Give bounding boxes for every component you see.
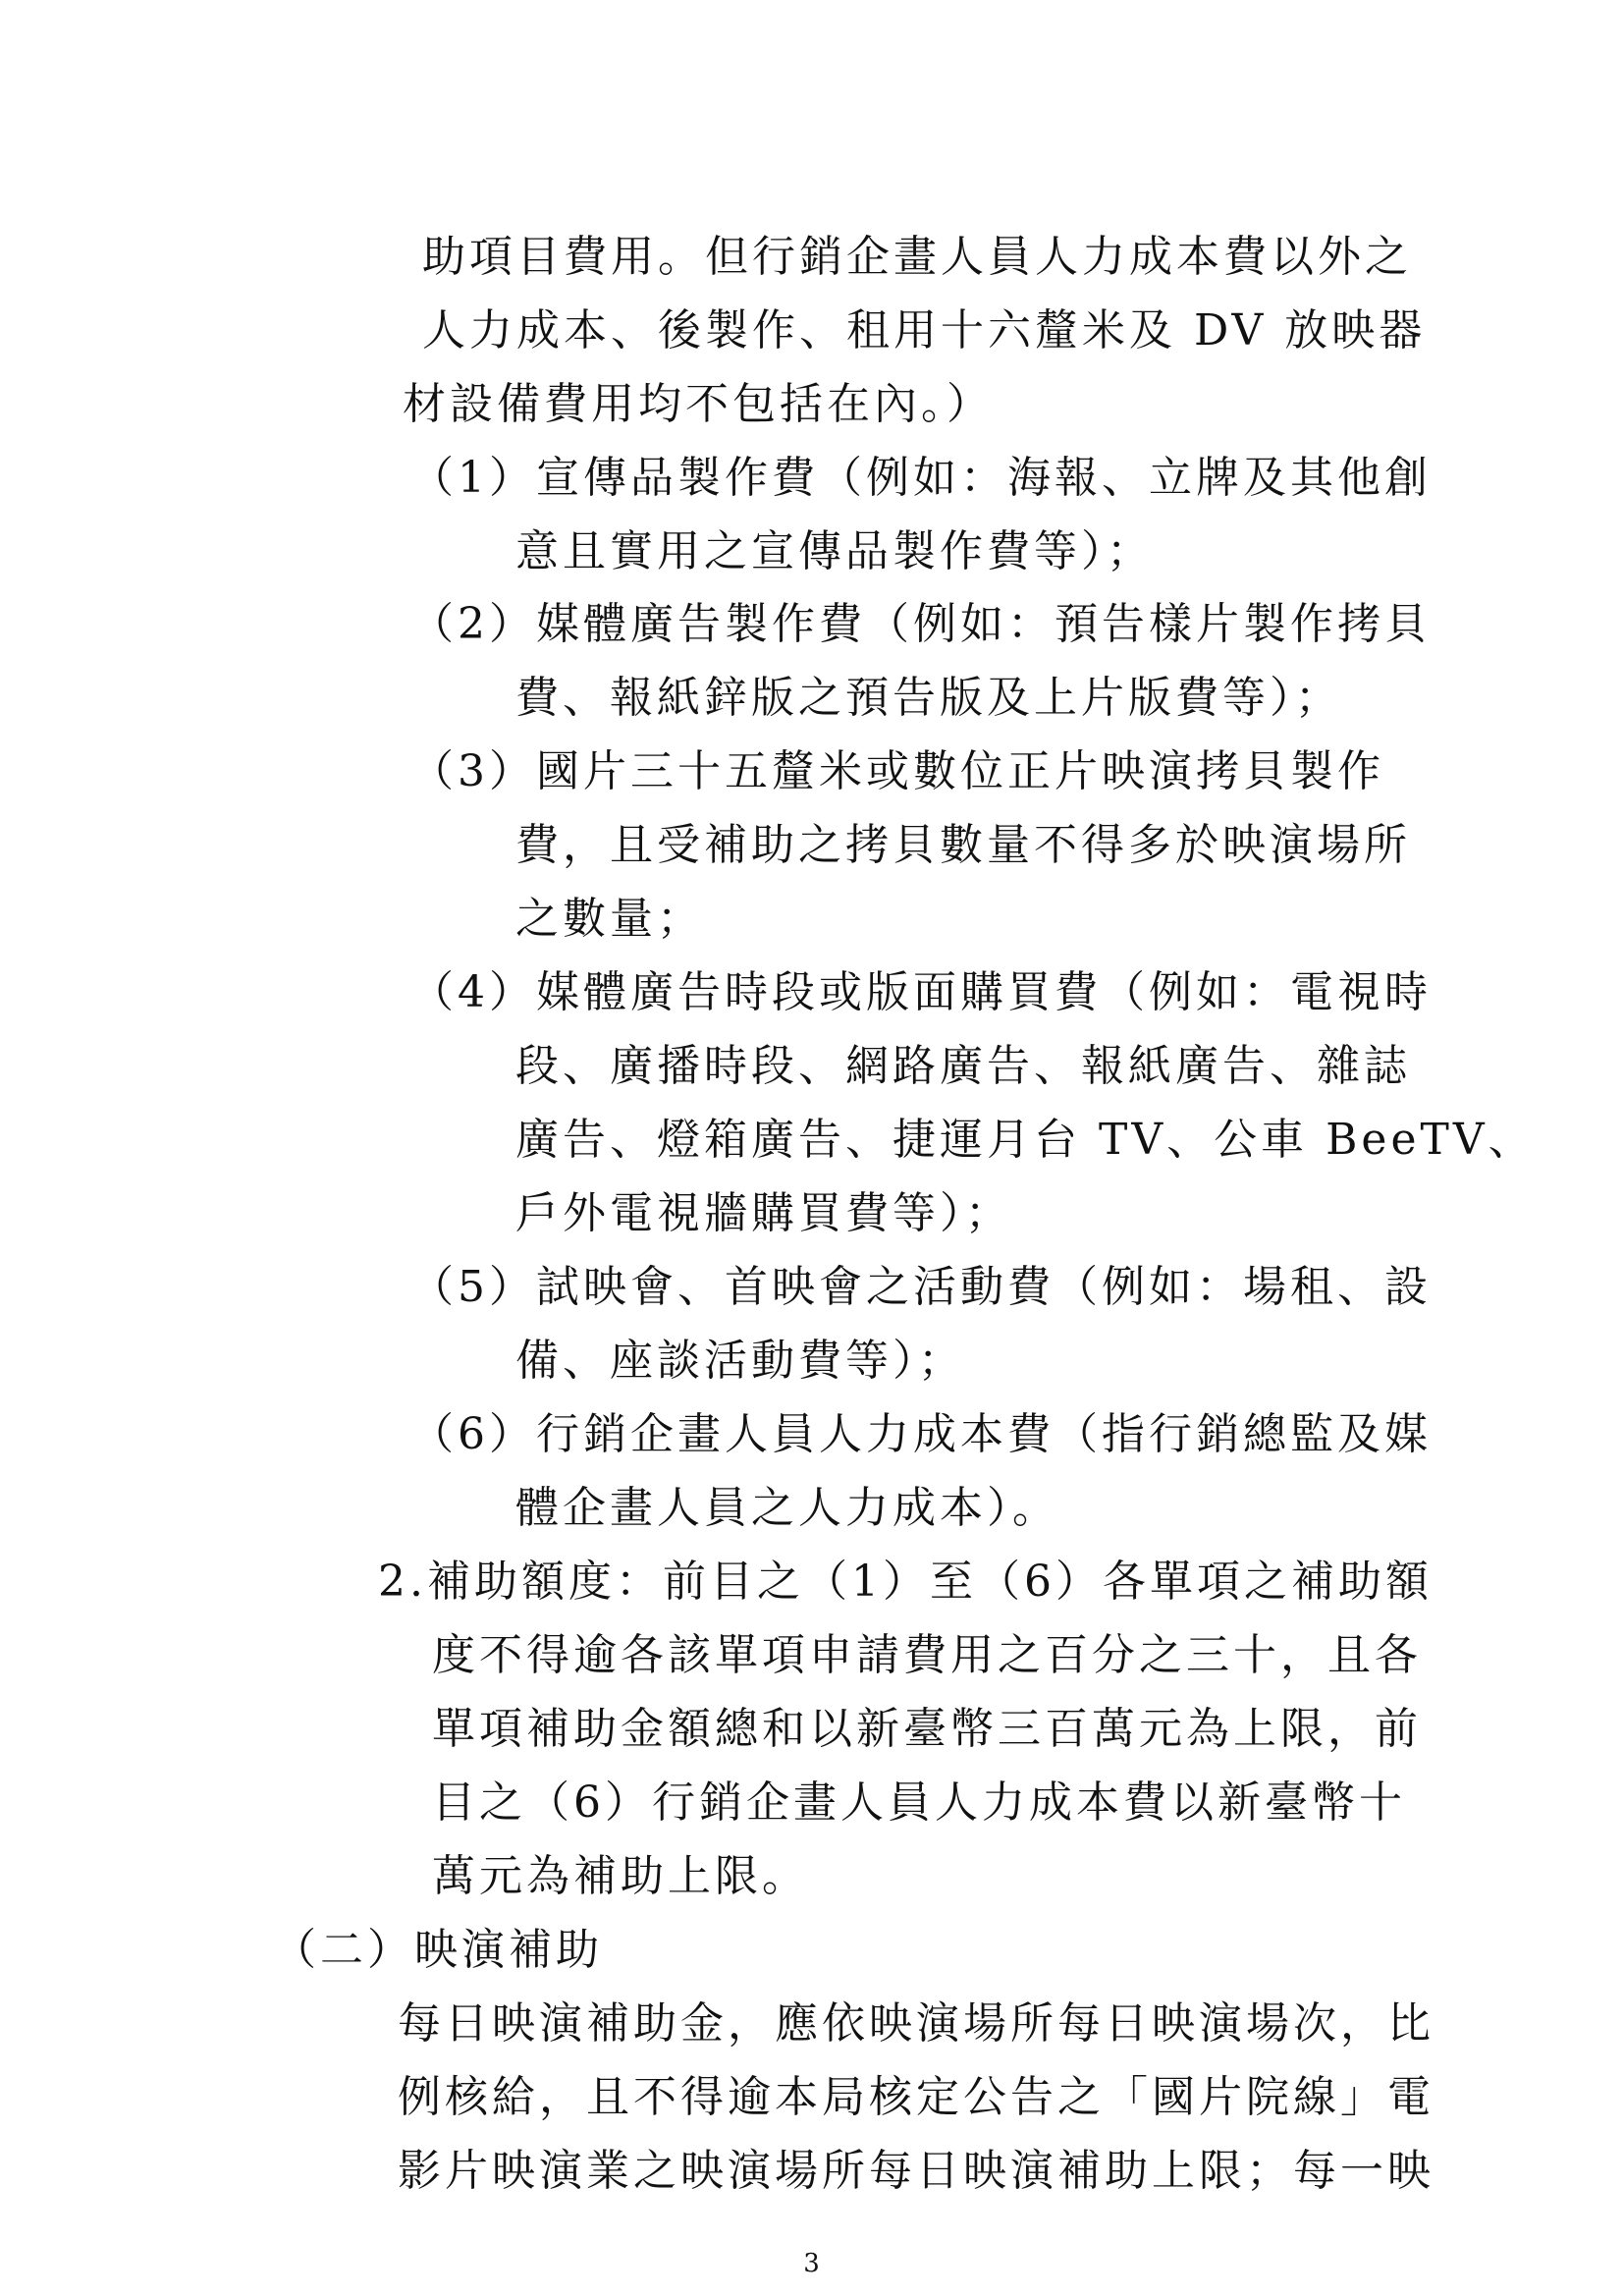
text-line: 之數量； xyxy=(515,894,704,944)
text-line: 廣告、燈箱廣告、捷運月台 TV、公車 BeeTV、 xyxy=(515,1115,1536,1165)
text-line: （4）媒體廣告時段或版面購買費（例如：電視時 xyxy=(410,967,1432,1017)
text-line: 例核給，且不得逾本局核定公告之「國片院線」電 xyxy=(398,2072,1434,2122)
text-line: （3）國片三十五釐米或數位正片映演拷貝製作 xyxy=(410,746,1384,796)
text-line: （5）試映會、首映會之活動費（例如：場租、設 xyxy=(410,1262,1432,1312)
text-line: 目之（6）行銷企畫人員人力成本費以新臺幣十 xyxy=(432,1777,1406,1828)
text-line: 意且實用之宣傳品製作費等）； xyxy=(515,526,1154,576)
text-line: （1）宣傳品製作費（例如：海報、立牌及其他創 xyxy=(410,453,1432,503)
text-line: 2.補助額度：前目之（1）至（6）各單項之補助額 xyxy=(378,1557,1433,1607)
text-line: 度不得逾各該單項申請費用之百分之三十，且各 xyxy=(432,1630,1422,1680)
page-number: 3 xyxy=(803,2249,820,2278)
section-heading: （二）映演補助 xyxy=(273,1925,603,1975)
text-line: 費，且受補助之拷貝數量不得多於映演場所 xyxy=(515,820,1411,870)
text-line: 影片映演業之映演場所每日映演補助上限；每一映 xyxy=(398,2146,1434,2196)
text-line: 材設備費用均不包括在內。） xyxy=(403,379,994,429)
text-line: （2）媒體廣告製作費（例如：預告樣片製作拷貝 xyxy=(410,599,1432,649)
text-line: 助項目費用。但行銷企畫人員人力成本費以外之 xyxy=(422,232,1412,282)
text-line: 備、座談活動費等）； xyxy=(515,1336,965,1386)
text-line: 每日映演補助金，應依映演場所每日映演場次，比 xyxy=(398,1998,1434,2049)
text-line: 費、報紙鋅版之預告版及上片版費等）； xyxy=(515,673,1342,723)
text-line: 單項補助金額總和以新臺幣三百萬元為上限，前 xyxy=(432,1704,1422,1754)
text-line: 萬元為補助上限。 xyxy=(432,1851,809,1901)
text-line: 人力成本、後製作、租用十六釐米及 DV 放映器 xyxy=(422,305,1427,355)
text-line: 段、廣播時段、網路廣告、報紙廣告、雜誌 xyxy=(515,1041,1411,1091)
text-line: 戶外電視牆購買費等）； xyxy=(515,1188,1012,1238)
text-line: 體企畫人員之人力成本）。 xyxy=(515,1483,1059,1533)
text-line: （6）行銷企畫人員人力成本費（指行銷總監及媒 xyxy=(410,1409,1432,1459)
